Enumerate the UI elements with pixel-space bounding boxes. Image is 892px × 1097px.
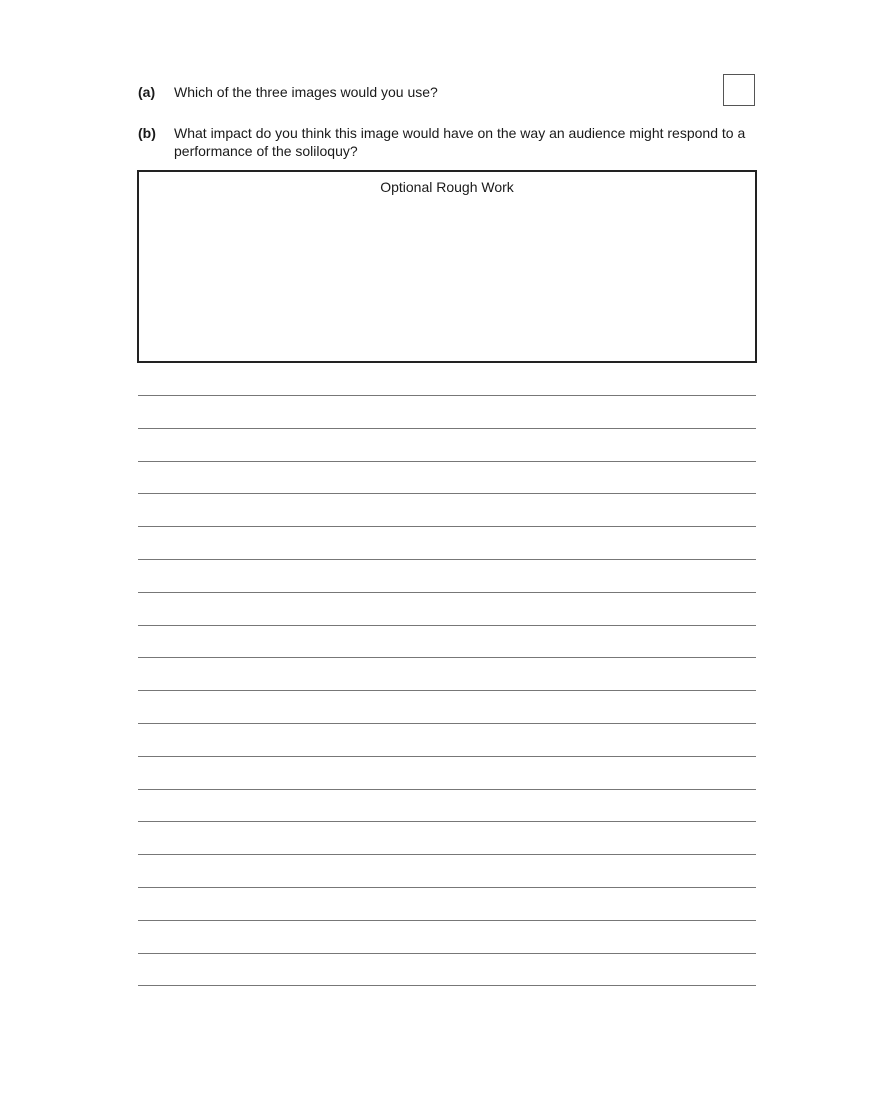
- question-number: (b): [138, 125, 156, 141]
- answer-line[interactable]: [138, 559, 756, 560]
- answer-line[interactable]: [138, 461, 756, 462]
- answer-line[interactable]: [138, 690, 756, 691]
- answer-line[interactable]: [138, 953, 756, 954]
- answer-line[interactable]: [138, 985, 756, 986]
- answer-line[interactable]: [138, 395, 756, 396]
- question-text: Which of the three images would you use?: [174, 84, 438, 100]
- question-a: [138, 83, 758, 101]
- answer-line[interactable]: [138, 493, 756, 494]
- answer-line[interactable]: [138, 428, 756, 429]
- answer-line[interactable]: [138, 526, 756, 527]
- answer-line[interactable]: [138, 756, 756, 757]
- answer-line[interactable]: [138, 592, 756, 593]
- answer-line[interactable]: [138, 821, 756, 822]
- question-b: [138, 124, 758, 160]
- question-text: What impact do you think this image would have on the way an audience might respond to a performance of the soliloquy?: [174, 125, 746, 159]
- answer-line[interactable]: [138, 789, 756, 790]
- answer-line[interactable]: [138, 920, 756, 921]
- answer-line[interactable]: [138, 887, 756, 888]
- answer-line[interactable]: [138, 625, 756, 626]
- question-number: (a): [138, 84, 156, 100]
- answer-line[interactable]: [138, 854, 756, 855]
- answer-line[interactable]: [138, 657, 756, 658]
- rough-work-label: Optional Rough Work: [380, 179, 514, 195]
- answer-line[interactable]: [138, 723, 756, 724]
- rough-work-box[interactable]: [137, 170, 757, 363]
- answer-box[interactable]: [723, 74, 755, 106]
